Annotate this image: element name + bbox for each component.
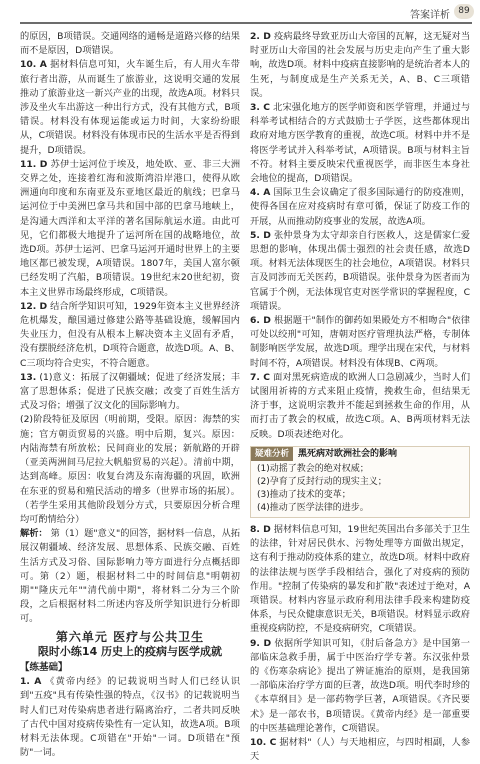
page-header [0,0,480,26]
header-divider [20,22,472,24]
analysis-items [251,463,469,515]
answer-body: 张仲景身为太守却亲自行医救人，这是儒家仁爱思想的影响，体现出儒士强烈的社会责任感，故选D项。材料无法体现医生的社会地位，A项错误。材料只言及同涉而无关医药，B项错误。张仲景身为医者而为官属于个例，无法体现官吏对医学常识的掌握程度，C项错误。 [250,229,471,312]
analysis-header [251,447,469,461]
answer-body: 依据所学知识可知，《肘后备急方》是中国第一部临床急救手册，属于中医治疗学专著。东汉张仲景的《伤寒杂病论》提出了辨证施治的原则，是我国第一部临床治疗学方面的巨著，故选D项。明代李时珍的《本草纲目》是一部药物学巨著，A项错误。《齐民要术》是一部农书，B项错误。《黄帝内经》是一部重要的中医基础理论著作，C项错误。 [250,637,470,734]
analysis-item: (4)推动了医学法律的进步。 [257,502,369,513]
answer-number: 3. C [250,102,271,114]
answer-number: 5. D [250,229,271,241]
answer-number: 解析： [20,528,48,540]
answer-item [250,371,470,442]
answer-number: 4. A [250,187,271,199]
answer-body: 苏伊士运河位于埃及，地处欧、亚、非三大洲交界之处，连接着红海和波斯湾沿岸港口，使得从欧洲通向印度和东南亚及东亚地区最近的航线；巴拿马运河位于中美洲巴拿马共和国中部的巴拿马地峡上，是沟通大西洋和太平洋的著名国际航运水道。由此可见，它们都极大地提升了运河所在国的战略地位，故选D项。苏伊士运河、巴拿马运河开通时世界上的主要地区都已被发现，A项错误。1807年，美国人富尔顿已经发明了汽船，B项错误。19世纪末20世纪初，资本主义世界市场最终形成，C项错误。 [20,158,241,298]
unit-title: 第六单元 医疗与公共卫生 [55,629,205,644]
answer-item [250,637,470,736]
answer-item [20,527,240,626]
answer-item [250,523,470,637]
answer-number: 11. D [20,158,48,170]
answer-body: (1)意义：拓展了汉朝疆域；促进了经济发展；丰富了思想体系；促进了民族交融；改变了百姓生活方式及习俗；增强了汉文化的国际影响力。 [20,371,241,412]
analysis-item: (3)推动了技术的变革； [257,489,351,500]
answer-body: 根据题干"制作的御药如果殿处方不相吻合"依律可处以绞刑"可知，唐朝对医疗管理执法严格，专制体制影响医学发展，故选D项。理学出现在宋代，与材料时间不符，A项错误。材料没有体现B、C两项。 [250,315,470,369]
answer-body: 面对黑死病造成的欧洲人口急剧减少，当时人们试图用祈祷的方式来阻止疫情，挽救生命，但结果无济于事，这说明宗教并不能起到拯救生命的作用，从而打击了教会的权威，故选C项。A、B两项材料无法反映。D项表述绝对化。 [250,371,471,440]
answer-item [20,675,240,760]
answer-item [20,371,240,414]
answer-item [250,314,470,371]
answer-number: 8. D [250,523,271,535]
answer-body: 北宋强化地方的医学师资和医学管理，并通过与科举考试相结合的方式鼓励士子学医，这些都体现出政府对地方医学教育的重视，故选C项。材料中并不是将医学考试并入科举考试，A项错误。B项与材料主旨不符。材料主要反映宋代重视医学，而非医生本身社会地位的提高，D项错误。 [250,102,471,185]
header-title: 答案详析 [410,10,450,21]
answer-body: 疫病最终导致亚历山大帝国的瓦解，这无疑对当时亚历山大帝国的社会发展与历史走向产生了重大影响，故选D项。材料中疫病直接影响的是统治者本人的生死，与制度成是生产关系无关，A、B、C三项错误。 [250,31,471,99]
left-column [20,30,240,760]
answer-item [250,186,470,229]
answer-list [20,675,240,760]
answer-body: 结合所学知识可知，1929年资本主义世界经济危机爆发，酿国通过修建公路等基础设施，缓解国内失业压力，但没有从根本上解决资本主义固有矛盾，没有摆脱经济危机，D项符合题意，故选D项。A、B、C三项均符合史实，不符合题意。 [20,300,240,369]
analysis-item: (1)动摇了教会的绝对权威； [257,463,369,474]
answer-number: 10. C [250,736,277,748]
right-column [250,30,470,764]
answer-number: 2. D [250,31,271,42]
lesson-title: 限时小练14 历史上的疫病与医学成就 [37,644,223,658]
answer-list [20,58,240,626]
answer-item [20,158,240,300]
analysis-subject: 黑死病对欧洲社会的影响 [298,448,398,459]
answer-number: 7. C [250,371,271,383]
answer-item [250,101,470,186]
answer-list [250,30,470,442]
answer-body: 据材料信息可知，19世纪英国出台多部关于卫生的法律，针对居民供水、污物处理等方面做出规定，这有利于推动防疫体系的建立，故选D项。材料中政府的法律法规与医学手段相结合，强化了对疫病的预防作用。"控制了传染病的暴发和扩散"表述过于绝对，A项错误。材料内容显示政府利用法律手段来构建防疫体系，与民众健康意识无关，B项错误。材料显示政府重视疫病防控，不是疫病研究，C项错误。 [250,523,470,635]
answer-item [250,736,470,764]
answer-number: 10. A [20,59,47,71]
analysis-item: (2)孕育了反封行动的现实主义； [257,476,387,487]
answer-item [250,30,470,101]
answer-body: 《黄帝内经》的记载说明当时人们已经认识到"五疫"具有传染性强的特点，《汉书》的记载说明当时人们已对传染病患者进行隔离治疗，二者共同反映了古代中国对疫病传染性有一定认知，故选A项。B项材料无法体现。C项错在"开始"一词。D项错在"预防"一词。 [20,676,241,759]
answer-number: 12. D [20,300,48,312]
analysis-box [250,446,470,518]
answer-number: 9. D [250,637,272,649]
answer-body: 据材料"（人）与天地相应，与四时相副，人参天 [250,736,471,763]
answer-item [20,300,240,371]
answer-list [250,523,470,764]
practice-label: 【练基础】 [20,661,68,673]
answer-number: 6. D [250,315,271,327]
answer-text: 的原因，B项错误。交通网络的通畅是道路兴修的结果而不是原因，D项错误。 [20,31,240,57]
answer-item [250,229,470,314]
answer-body: 国际卫生会议确定了很多国际通行的防疫准则，使得各国在应对疫病时有章可循，保证了防疫工作的开展，从而推动防疫事业的发展，故选A项。 [250,187,471,227]
answer-item [20,58,240,157]
answer-number: 13. [20,371,37,383]
answer-item [20,413,240,527]
answer-body: 第（1）题"意义"的回答，据材料一信息，从拓展汉朝疆域、经济发展、思想体系、民族交融、百姓生活方式及习俗、国际影响力等方面进行分点概括即可。第（2）题，根据材料二中的时间信息"明朝初期""隆庆元年""清代前中期"，将材料二分为三个阶段，之后根据材料二所述内容及所学知识进行分析即可。 [20,528,241,625]
answer-body: (2)阶段特征及原因（明前期，受限。原因：海禁的实施；官方朝贡贸易的兴盛。明中后期，复兴。原因：内陆海禁有所放松；民间商业的发展；新航路的开辟（亚美两洲间马尼拉大帆船贸易的兴起）。清前中期，达到高峰。原因：收复台湾及东南海疆的巩固，欧洲在东亚的贸易和殖民活动的增多（世界市场的拓展）。（若学生采用其他阶段划分方式，只要原因分析合理均可酌情给分） [20,414,240,525]
page-number: 89 [454,4,474,19]
answer-number: 1. A [20,676,42,688]
analysis-tag: 疑难分析 [251,447,293,461]
answer-body: 据材料信息可知，火车诞生后，有人用火车带旅行者出游，从而诞生了旅游业，这说明交通的发展推动了旅游业这一新兴产业的出现，故选A项。材料只涉及坐火车出游这一种出行方式，没有其他方式，B项错误。材料没有体现运能或运力时间，大家纷纷眼从，C项错误。材料没有体现市民的生活水平是否得到提升，D项错误。 [20,59,240,156]
